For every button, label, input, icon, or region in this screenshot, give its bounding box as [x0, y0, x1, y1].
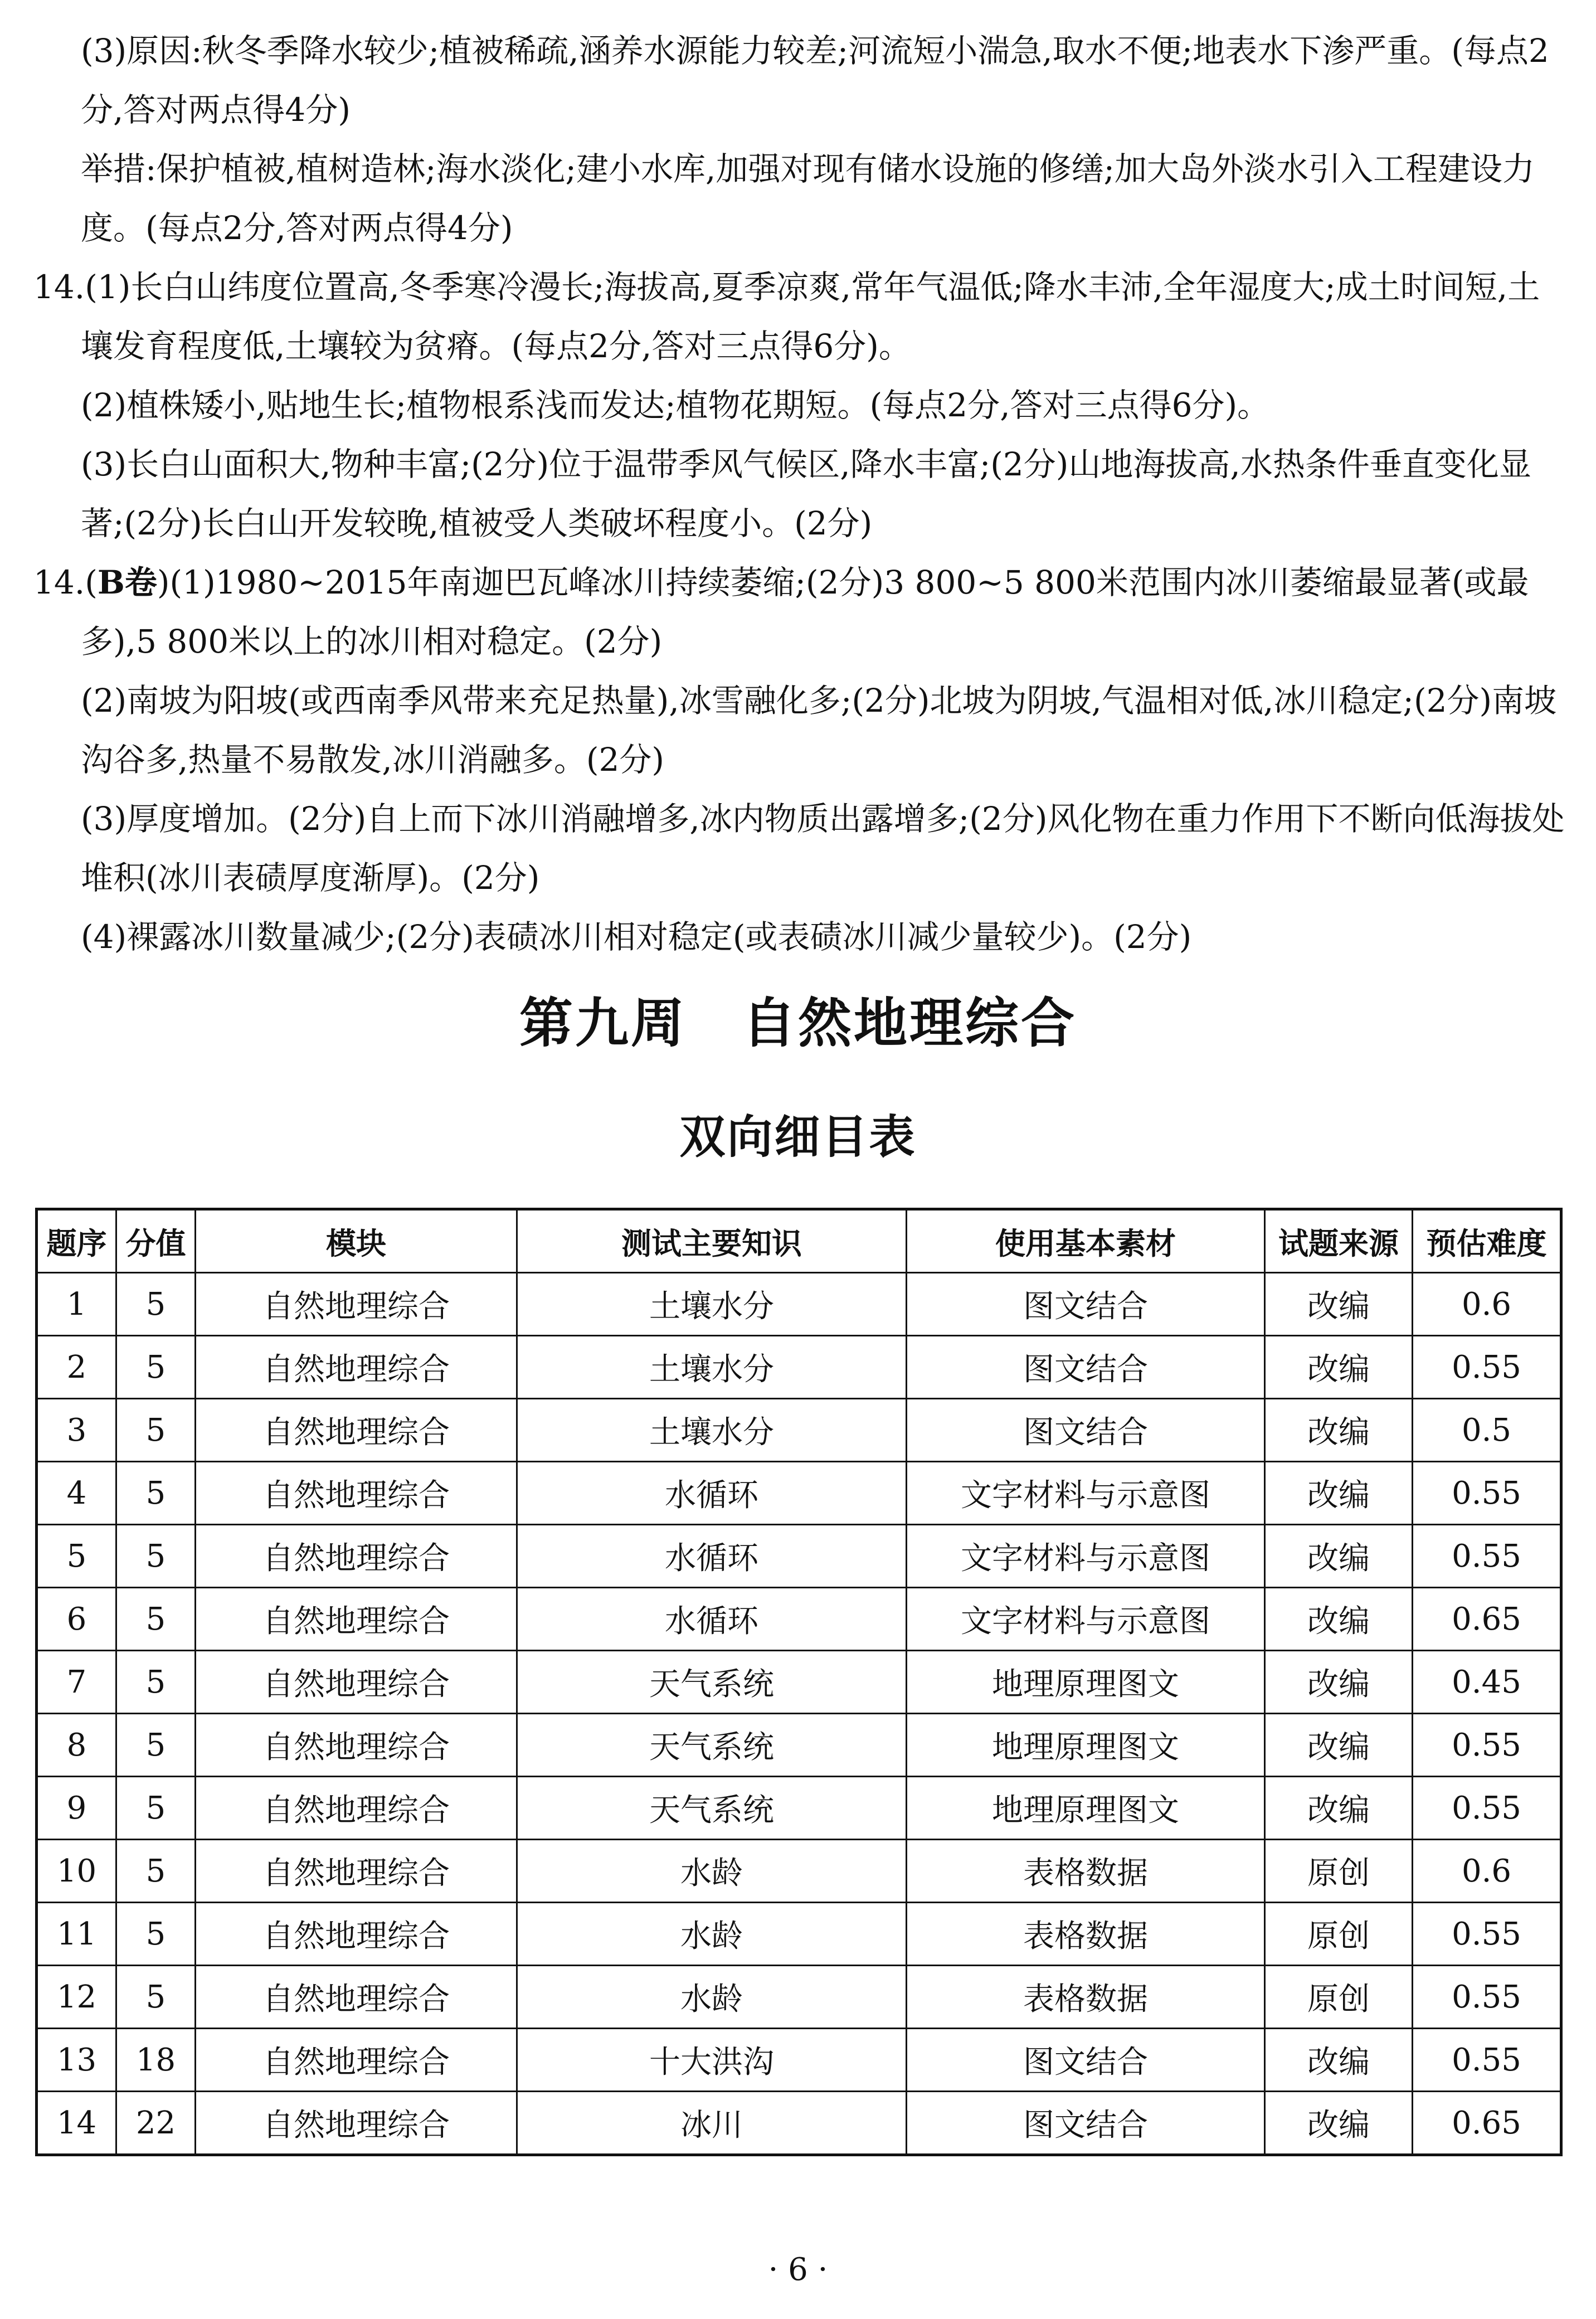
table-row: [37, 1903, 1561, 1966]
table-cell: 土壤水分: [517, 1399, 907, 1462]
table-cell: 10: [37, 1840, 116, 1903]
table-cell: 原创: [1265, 1903, 1413, 1966]
table-cell: 自然地理综合: [196, 1525, 517, 1588]
table-cell: 水循环: [517, 1588, 907, 1651]
question-number: 14.(: [33, 563, 98, 601]
table-cell: 天气系统: [517, 1714, 907, 1777]
table-cell: 1: [37, 1273, 116, 1336]
table-cell: 12: [37, 1966, 116, 2029]
table-cell: 图文结合: [907, 1273, 1265, 1336]
table-cell: 自然地理综合: [196, 1336, 517, 1399]
table-cell: 自然地理综合: [196, 1273, 517, 1336]
answer-paragraph: (3)原因:秋冬季降水较少;植被稀疏,涵养水源能力较差;河流短小湍急,取水不便;地表水下渗严重。(每点2分,答对两点得4分): [81, 32, 1549, 129]
table-cell: 自然地理综合: [196, 1840, 517, 1903]
table-row: [37, 1714, 1561, 1777]
table-cell: 水龄: [517, 1903, 907, 1966]
table-cell: 7: [37, 1651, 116, 1714]
table-row: [37, 1840, 1561, 1903]
answer-paragraph: 14.(1)长白山纬度位置高,冬季寒冷漫长;海拔高,夏季凉爽,常年气温低;降水丰沛,全年湿度大;成土时间短,土壤发育程度低,土壤较为贫瘠。(每点2分,答对三点得6分)。: [33, 268, 1540, 365]
table-cell: 6: [37, 1588, 116, 1651]
table-cell: 自然地理综合: [196, 1903, 517, 1966]
table-cell: 13: [37, 2029, 116, 2092]
table-cell: 图文结合: [907, 2092, 1265, 2155]
table-cell: 冰川: [517, 2092, 907, 2155]
answer-paragraph: (2)植株矮小,贴地生长;植物根系浅而发达;植物花期短。(每点2分,答对三点得6分)。: [81, 386, 1270, 424]
table-cell: 5: [116, 1714, 196, 1777]
table-cell: 地理原理图文: [907, 1777, 1265, 1840]
table-cell: 天气系统: [517, 1777, 907, 1840]
table-cell: 自然地理综合: [196, 1651, 517, 1714]
table-cell: 5: [116, 1903, 196, 1966]
table-cell: 文字材料与示意图: [907, 1588, 1265, 1651]
table-cell: 天气系统: [517, 1651, 907, 1714]
table-cell: 0.55: [1413, 1777, 1561, 1840]
table-cell: 0.65: [1413, 1588, 1561, 1651]
page-number: · 6 ·: [768, 2252, 828, 2288]
table-cell: 十大洪沟: [517, 2029, 907, 2092]
table-cell: 5: [116, 1588, 196, 1651]
table-cell: 图文结合: [907, 2029, 1265, 2092]
answer-paragraph: (4)裸露冰川数量减少;(2分)表碛冰川相对稳定(或表碛冰川减少量较少)。(2分): [81, 918, 1192, 956]
column-header: 预估难度: [1413, 1209, 1561, 1273]
table-cell: 改编: [1265, 1462, 1413, 1525]
column-header: 题序: [37, 1209, 116, 1273]
table-cell: 9: [37, 1777, 116, 1840]
table-cell: 5: [116, 1840, 196, 1903]
table-cell: 自然地理综合: [196, 1777, 517, 1840]
table-cell: 图文结合: [907, 1399, 1265, 1462]
table-cell: 0.55: [1413, 2029, 1561, 2092]
table-row: [37, 1336, 1561, 1399]
table-cell: 0.55: [1413, 1462, 1561, 1525]
table-cell: 0.55: [1413, 1525, 1561, 1588]
answer-text: )(1)1980~2015年南迦巴瓦峰冰川持续萎缩;(2分)3 800~5 800米范围内冰川萎缩最显著(或最多),5 800米以上的冰川相对稳定。(2分): [81, 563, 1529, 660]
table-cell: 0.65: [1413, 2092, 1561, 2155]
answer-paragraph: (2)南坡为阳坡(或西南季风带来充足热量),冰雪融化多;(2分)北坡为阴坡,气温相对低,冰川稳定;(2分)南坡沟谷多,热量不易散发,冰川消融多。(2分): [81, 682, 1557, 779]
table-cell: 表格数据: [907, 1903, 1265, 1966]
table-cell: 土壤水分: [517, 1273, 907, 1336]
table-row: [37, 1462, 1561, 1525]
table-cell: 0.45: [1413, 1651, 1561, 1714]
table-cell: 0.6: [1413, 1273, 1561, 1336]
table-cell: 自然地理综合: [196, 2029, 517, 2092]
table-cell: 5: [116, 1273, 196, 1336]
table-cell: 改编: [1265, 1651, 1413, 1714]
table-cell: 改编: [1265, 2029, 1413, 2092]
table-cell: 水龄: [517, 1966, 907, 2029]
table-cell: 水龄: [517, 1840, 907, 1903]
column-header: 模块: [196, 1209, 517, 1273]
table-cell: 0.55: [1413, 1714, 1561, 1777]
table-row: [37, 1777, 1561, 1840]
table-cell: 5: [116, 1777, 196, 1840]
table-row: [37, 1651, 1561, 1714]
table-cell: 原创: [1265, 1966, 1413, 2029]
table-row: [37, 2029, 1561, 2092]
table-cell: 改编: [1265, 1399, 1413, 1462]
table-cell: 水循环: [517, 1462, 907, 1525]
column-header: 测试主要知识: [517, 1209, 907, 1273]
table-cell: 5: [116, 1966, 196, 2029]
answer-paragraph: 举措:保护植被,植树造林;海水淡化;建小水库,加强对现有储水设施的修缮;加大岛外淡水引入工程建设力度。(每点2分,答对两点得4分): [81, 150, 1535, 247]
table-cell: 土壤水分: [517, 1336, 907, 1399]
table-cell: 0.55: [1413, 1903, 1561, 1966]
table-cell: 0.5: [1413, 1399, 1561, 1462]
table-cell: 水循环: [517, 1525, 907, 1588]
answer-paragraph-b-volume: [33, 553, 1571, 671]
table-cell: 改编: [1265, 2092, 1413, 2155]
table-row: [37, 1525, 1561, 1588]
table-cell: 改编: [1265, 1273, 1413, 1336]
table-cell: 自然地理综合: [196, 1966, 517, 2029]
table-cell: 5: [116, 1399, 196, 1462]
table-cell: 改编: [1265, 1336, 1413, 1399]
table-row: [37, 1273, 1561, 1336]
table-cell: 改编: [1265, 1777, 1413, 1840]
table-cell: 表格数据: [907, 1966, 1265, 2029]
table-header-row: [37, 1209, 1561, 1273]
table-cell: 3: [37, 1399, 116, 1462]
table-cell: 地理原理图文: [907, 1714, 1265, 1777]
table-cell: 图文结合: [907, 1336, 1265, 1399]
table-cell: 自然地理综合: [196, 2092, 517, 2155]
table-row: [37, 1966, 1561, 2029]
table-cell: 原创: [1265, 1840, 1413, 1903]
column-header: 分值: [116, 1209, 196, 1273]
table-body: [37, 1273, 1561, 2155]
table-cell: 自然地理综合: [196, 1462, 517, 1525]
table-title: 双向细目表: [679, 1111, 917, 1164]
table-cell: 4: [37, 1462, 116, 1525]
table-row: [37, 2092, 1561, 2155]
table-cell: 5: [116, 1525, 196, 1588]
table-cell: 0.55: [1413, 1966, 1561, 2029]
table-cell: 自然地理综合: [196, 1399, 517, 1462]
answer-paragraph: (3)长白山面积大,物种丰富;(2分)位于温带季风气候区,降水丰富;(2分)山地海拔高,水热条件垂直变化显著;(2分)长白山开发较晚,植被受人类破坏程度小。(2分): [81, 445, 1531, 542]
table-cell: 表格数据: [907, 1840, 1265, 1903]
table-row: [37, 1399, 1561, 1462]
table-row: [37, 1588, 1561, 1651]
table-cell: 自然地理综合: [196, 1714, 517, 1777]
table-cell: 改编: [1265, 1588, 1413, 1651]
table-cell: 18: [116, 2029, 196, 2092]
table-cell: 文字材料与示意图: [907, 1525, 1265, 1588]
table-cell: 5: [37, 1525, 116, 1588]
b-volume-label: B卷: [97, 563, 157, 601]
table-cell: 自然地理综合: [196, 1588, 517, 1651]
table-cell: 5: [116, 1336, 196, 1399]
section-title: 第九周 自然地理综合: [519, 992, 1077, 1054]
table-cell: 地理原理图文: [907, 1651, 1265, 1714]
table-cell: 0.6: [1413, 1840, 1561, 1903]
table-cell: 2: [37, 1336, 116, 1399]
table-cell: 5: [116, 1651, 196, 1714]
answer-paragraph: (3)厚度增加。(2分)自上而下冰川消融增多,冰内物质出露增多;(2分)风化物在重力作用下不断向低海拔处堆积(冰川表碛厚度渐厚)。(2分): [81, 800, 1565, 897]
column-header: 试题来源: [1265, 1209, 1413, 1273]
table-cell: 文字材料与示意图: [907, 1462, 1265, 1525]
table-cell: 14: [37, 2092, 116, 2155]
table-cell: 8: [37, 1714, 116, 1777]
table-cell: 22: [116, 2092, 196, 2155]
table-cell: 改编: [1265, 1714, 1413, 1777]
table-cell: 0.55: [1413, 1336, 1561, 1399]
answer-section: [33, 21, 1571, 966]
table-cell: 11: [37, 1903, 116, 1966]
column-header: 使用基本素材: [907, 1209, 1265, 1273]
table-cell: 5: [116, 1462, 196, 1525]
specification-table: [35, 1208, 1563, 2156]
table-cell: 改编: [1265, 1525, 1413, 1588]
